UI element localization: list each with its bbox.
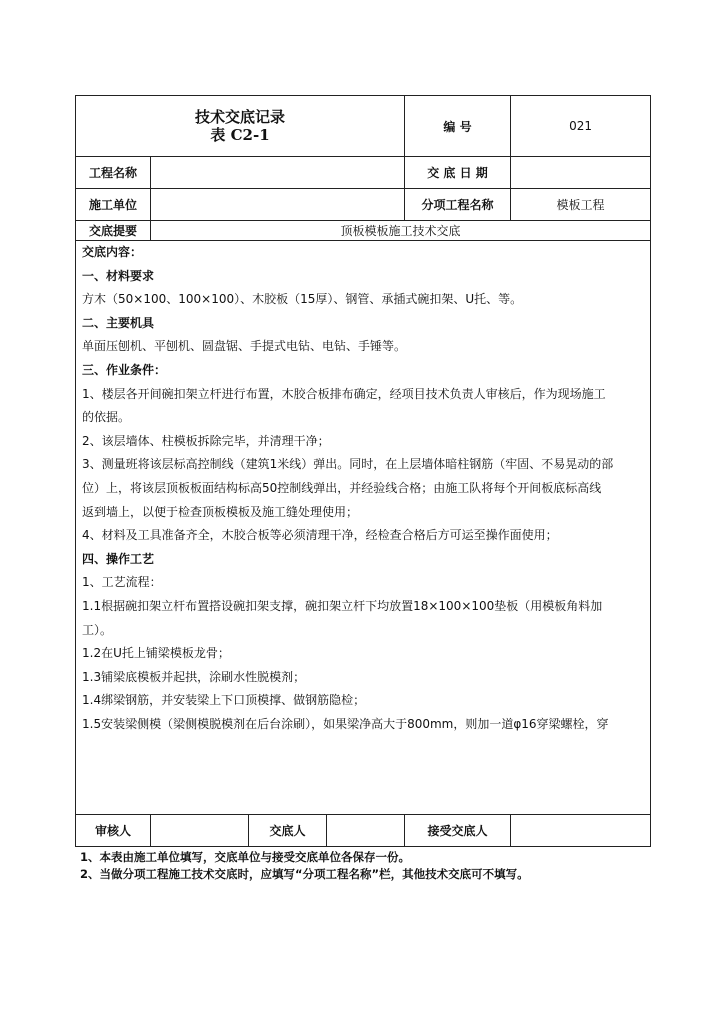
content-line: 1.1根据碗扣架立杆布置搭设碗扣架支撑，碗扣架立杆下均放置18×100×100垫板（用模板角料加 <box>82 598 603 613</box>
project-name-label: 工程名称 <box>76 157 151 189</box>
code-value[interactable]: 021 <box>511 96 651 157</box>
content-line: 位）上，将该层顶板板面结构标高50控制线弹出，并经验线合格；由施工队将每个开间板底标高线 <box>82 480 602 495</box>
date-label: 交 底 日 期 <box>405 157 511 189</box>
content-line: 1.4绑梁钢筋，并安装梁上下口顶模撑、做钢筋隐检； <box>82 693 366 708</box>
project-name-field[interactable] <box>151 157 405 189</box>
section-heading: 四、操作工艺 <box>82 551 155 566</box>
disclosure-form-table <box>75 95 651 847</box>
section-heading: 一、材料要求 <box>82 268 155 283</box>
discloser-label: 交底人 <box>249 815 327 847</box>
form-title-main: 技术交底记录 <box>195 108 286 126</box>
receiver-field[interactable] <box>511 815 651 847</box>
content-line: 单面压刨机、平刨机、圆盘锯、手提式电钻、电钻、手锤等。 <box>82 339 407 354</box>
brief-label: 交底提要 <box>76 221 151 241</box>
content-heading: 交底内容： <box>82 245 143 259</box>
receiver-label: 接受交底人 <box>405 815 511 847</box>
content-line: 1.3铺梁底模板并起拱，涂刷水性脱模剂； <box>82 669 306 684</box>
unit-label: 施工单位 <box>76 189 151 221</box>
brief-field[interactable]: 顶板模板施工技术交底 <box>151 221 651 241</box>
content-line: 4、材料及工具准备齐全，木胶合板等必须清理干净，经检查合格后方可运至操作面使用； <box>82 528 558 543</box>
content-area[interactable] <box>76 241 651 815</box>
content-line: 的依据。 <box>82 410 131 425</box>
form-title <box>76 96 405 157</box>
code-label: 编 号 <box>405 96 511 157</box>
footnote: 2、当做分项工程施工技术交底时，应填写“分项工程名称”栏，其他技术交底可不填写。 <box>80 867 529 881</box>
content-line: 1、工艺流程： <box>82 575 162 590</box>
reviewer-label: 审核人 <box>76 815 151 847</box>
date-field[interactable] <box>511 157 651 189</box>
content-line: 方木（50×100、100×100）、木胶板（15厚）、钢管、承插式碗扣架、U托、等。 <box>82 292 523 307</box>
content-line: 3、测量班将该层标高控制线（建筑1米线）弹出。同时，在上层墙体暗柱钢筋（牢固、不易晃动的部 <box>82 457 614 472</box>
footnotes <box>80 849 529 883</box>
content-line: 1.2在U托上铺梁模板龙骨； <box>82 646 230 661</box>
content-line: 1.5安装梁侧模（梁侧模脱模剂在后台涂刷），如果梁净高大于800mm，则加一道φ16穿梁螺栓，穿 <box>82 716 609 731</box>
content-line: 2、该层墙体、柱模板拆除完毕，并清理干净； <box>82 433 330 448</box>
discloser-field[interactable] <box>327 815 405 847</box>
section-heading: 二、主要机具 <box>82 315 155 330</box>
form-number: 表 C2-1 <box>210 126 270 144</box>
unit-field[interactable] <box>151 189 405 221</box>
section-heading: 三、作业条件： <box>82 362 167 377</box>
subproject-label: 分项工程名称 <box>405 189 511 221</box>
content-lines <box>82 265 644 737</box>
footnote: 1、本表由施工单位填写，交底单位与接受交底单位各保存一份。 <box>80 850 410 864</box>
subproject-field[interactable]: 模板工程 <box>511 189 651 221</box>
content-line: 工）。 <box>82 622 113 637</box>
reviewer-field[interactable] <box>151 815 249 847</box>
content-line: 返到墙上，以便于检查顶板模板及施工缝处理使用； <box>82 504 359 519</box>
content-line: 1、楼层各开间碗扣架立杆进行布置，木胶合板排布确定，经项目技术负责人审核后，作为现场施工 <box>82 386 606 401</box>
